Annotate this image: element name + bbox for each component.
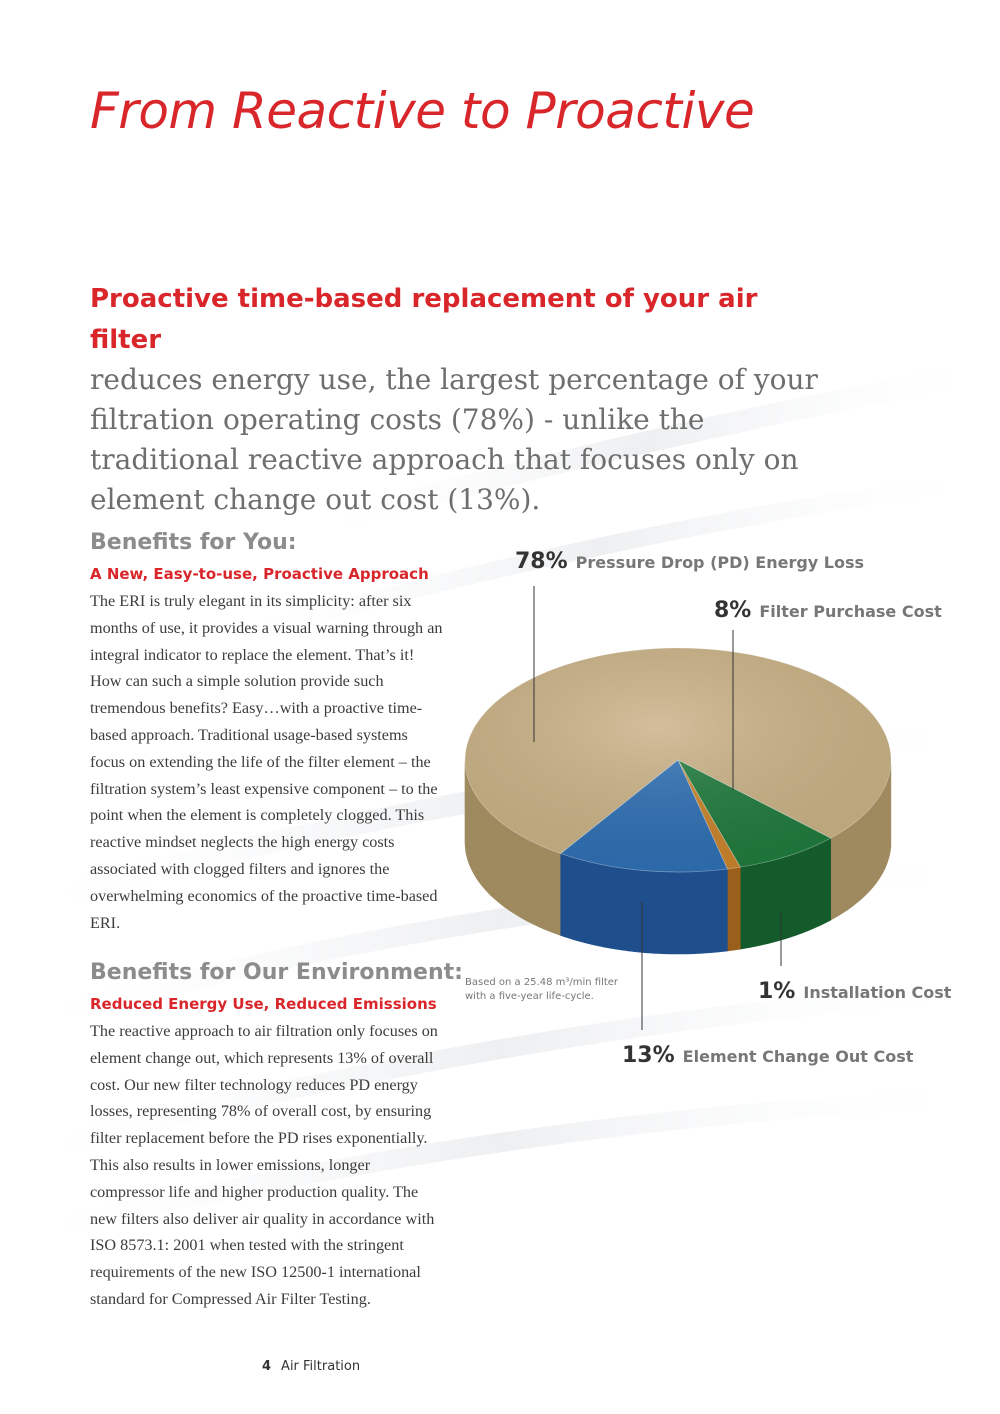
pie-label-category-2: Installation Cost (803, 983, 952, 1002)
pie-label-0 (515, 549, 864, 574)
page-footer (262, 1359, 360, 1374)
pie-top-shading (465, 648, 891, 872)
footer-section: Air Filtration (281, 1359, 361, 1374)
chart-footnote (465, 976, 635, 1004)
pie-side-2-0 (727, 867, 740, 951)
page-number: 4 (262, 1359, 272, 1374)
benefits-you-body: The ERI is truly elegant in its simplicity: after six months of use, it provides a visual warning through an integral indicator to replace the element. That’s it! How can such a simple solution provide such tremendous benefits? Easy…with a proactive time-based approach. Traditional usage-based systems focus on extending the life of the filter element – the filtration system’s least expensive component – to the point when the element is completely clogged. This reactive mindset neglects the high energy costs associated with clogged filters and ignores the overwhelming economics of the proactive time-based ERI. (90, 592, 443, 932)
pie-label-category-1: Filter Purchase Cost (759, 602, 942, 621)
pie-label-3 (622, 1043, 914, 1068)
chart-footnote-line2: with a five-year life-cycle. (465, 991, 594, 1002)
lead-text: reduces energy use, the largest percentage of your filtration operating costs (78%) - unlike the traditional reactive approach that focuses only on element change out cost (13%). (90, 363, 818, 516)
pie-label-1 (714, 598, 942, 623)
lead-paragraph (90, 278, 830, 520)
page-title: From Reactive to Proactive (90, 82, 755, 140)
pie-label-percent-3: 13% (622, 1043, 675, 1068)
benefits-you-heading: Benefits for You: (90, 530, 297, 555)
benefits-env-heading: Benefits for Our Environment: (90, 960, 463, 985)
benefits-env-subheading: Reduced Energy Use, Reduced Emissions (90, 995, 437, 1013)
pie-label-2 (758, 979, 952, 1004)
lead-highlight: Proactive time-based replacement of your air filter (90, 284, 758, 355)
chart-footnote-line1: Based on a 25.48 m³/min filter (465, 977, 619, 988)
pie-top (465, 648, 891, 872)
pie-label-percent-2: 1% (758, 979, 796, 1004)
pie-label-category-0: Pressure Drop (PD) Energy Loss (575, 553, 865, 572)
pie-label-category-3: Element Change Out Cost (682, 1047, 914, 1066)
benefits-env-body: The reactive approach to air filtration only focuses on element change out, which represents 13% of overall cost. Our new filter technology reduces PD energy losses, representing 78% of overall cost, by ensuring filter replacement before the PD rises exponentially. This also results in lower emissions, longer compressor life and higher production quality. The new filters also deliver air quality in accordance with ISO 8573.1: 2001 when tested with the stringent requirements of the new ISO 12500-1 international standard for Compressed Air Filter Testing. (90, 1022, 438, 1308)
pie-label-percent-0: 78% (515, 549, 568, 574)
benefits-you-subheading: A New, Easy-to-use, Proactive Approach (90, 565, 429, 583)
pie-label-percent-1: 8% (714, 598, 752, 623)
